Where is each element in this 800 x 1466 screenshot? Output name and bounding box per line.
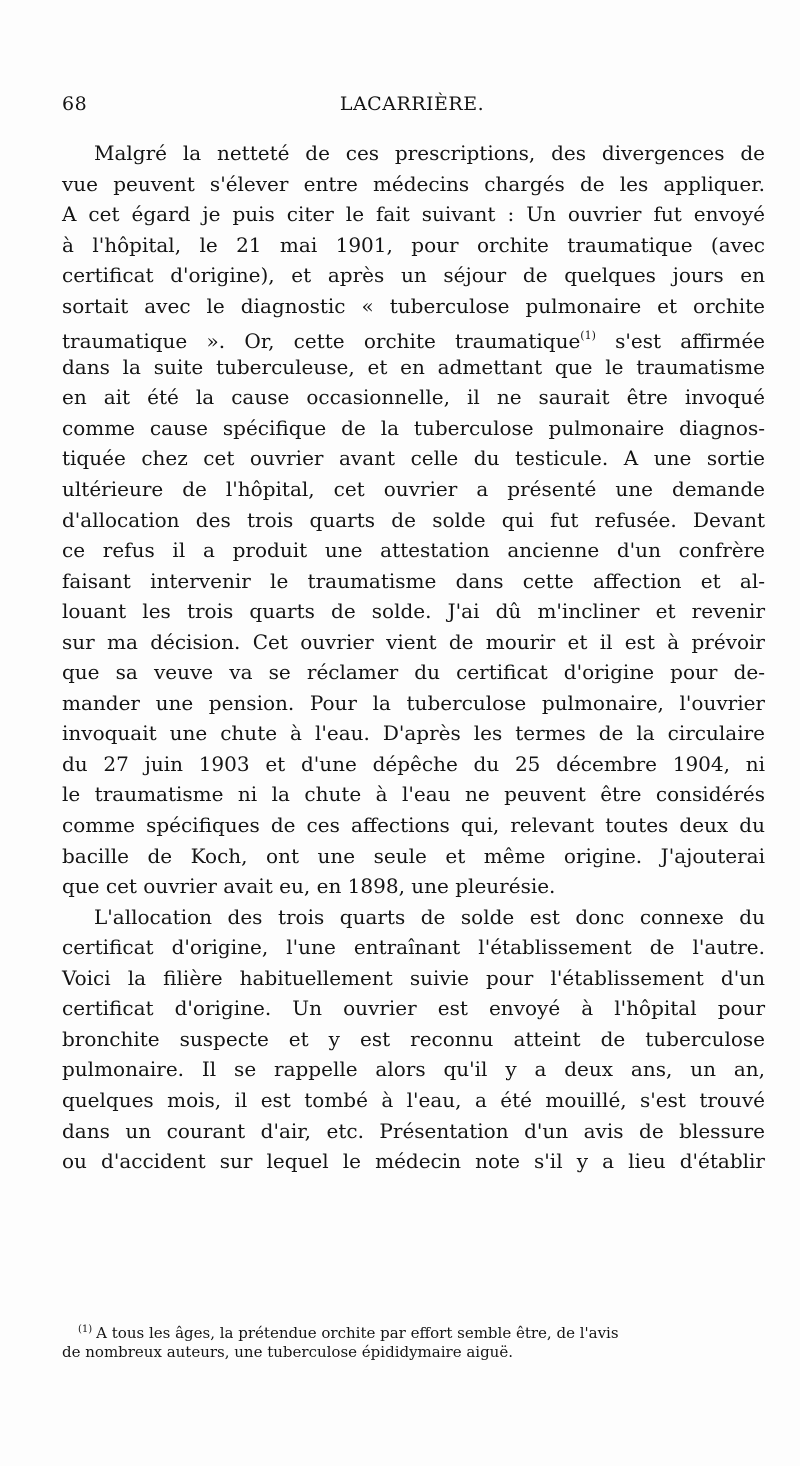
text-line: sur ma décision. Cet ouvrier vient de mourir et il est à prévoir [62, 629, 765, 654]
text-line: du 27 juin 1903 et d'une dépêche du 25 décembre 1904, ni [62, 751, 765, 776]
text-line: tiquée chez cet ouvrier avant celle du testicule. A une sortie [62, 446, 765, 471]
text-line: d'allocation des trois quarts de solde qui fut refusée. Devant [62, 507, 765, 532]
text-line: certificat d'origine, l'une entraînant l'établissement de l'autre. [62, 935, 765, 960]
text-line: Voici la filière habituellement suivie pour l'établissement d'un [62, 965, 765, 990]
text-line: comme cause spécifique de la tuberculose pulmonaire diagnos- [62, 415, 765, 440]
footnote [62, 1318, 765, 1364]
text-line: L'allocation des trois quarts de solde est donc connexe du [94, 904, 765, 929]
text-line: vue peuvent s'élever entre médecins chargés de les appliquer. [62, 171, 765, 196]
text-line: A cet égard je puis citer le fait suivant : Un ouvrier fut envoyé [62, 202, 765, 227]
text-segment: s'est affirmée [615, 329, 766, 354]
text-line: quelques mois, il est tombé à l'eau, a été mouillé, s'est trouvé [62, 1087, 765, 1112]
text-line: comme spécifiques de ces affections qui, relevant toutes deux du [62, 813, 765, 838]
page-number: 68 [62, 93, 88, 115]
body-text [62, 138, 765, 1177]
page-header [62, 93, 762, 123]
text-line: dans un courant d'air, etc. Présentation d'un avis de blessure [62, 1118, 765, 1143]
text-line: dans la suite tuberculeuse, et en admettant que le traumatisme [62, 354, 765, 379]
text-line: ce refus il a produit une attestation ancienne d'un confrère [62, 538, 765, 563]
text-line: Malgré la netteté de ces prescriptions, des divergences de [94, 141, 765, 165]
text-line: en ait été la cause occasionnelle, il ne saurait être invoqué [62, 385, 765, 410]
text-line: le traumatisme ni la chute à l'eau ne peuvent être considérés [62, 782, 765, 807]
footnote-reference[interactable]: (1) [580, 329, 596, 343]
text-line: faisant intervenir le traumatisme dans cette affection et al- [62, 568, 765, 593]
text-line: bacille de Koch, ont une seule et même origine. J'ajouterai [62, 843, 765, 868]
footnote-marker: (1) [78, 1324, 93, 1335]
text-line: ou d'accident sur lequel le médecin note s'il y a lieu d'établir [62, 1149, 765, 1174]
running-title: LACARRIÈRE. [339, 93, 485, 115]
text-line: sortait avec le diagnostic « tuberculose pulmonaire et orchite [62, 293, 765, 318]
text-line: à l'hôpital, le 21 mai 1901, pour orchite traumatique (avec [62, 232, 765, 257]
text-segment: traumatique ». Or, cette orchite traumatique [62, 329, 581, 354]
text-line: certificat d'origine. Un ouvrier est envoyé à l'hôpital pour [62, 996, 765, 1021]
text-line: ultérieure de l'hôpital, cet ouvrier a présenté une demande [62, 477, 765, 502]
footnote-line: de nombreux auteurs, une tuberculose épididymaire aiguë. [62, 1343, 513, 1361]
text-line: bronchite suspecte et y est reconnu atteint de tuberculose [62, 1026, 765, 1051]
text-line: que cet ouvrier avait eu, en 1898, une pleurésie. [62, 874, 556, 899]
text-line: louant les trois quarts de solde. J'ai dû m'incliner et revenir [62, 599, 765, 624]
footnote-line [62, 1318, 765, 1341]
text-line: pulmonaire. Il se rappelle alors qu'il y a deux ans, un an, [62, 1057, 765, 1082]
text-line: mander une pension. Pour la tuberculose pulmonaire, l'ouvrier [62, 690, 765, 715]
paragraph-2 [62, 902, 765, 1177]
text-line-with-footnote-ref [62, 321, 765, 352]
text-line: que sa veuve va se réclamer du certificat d'origine pour de- [62, 660, 765, 685]
text-line: invoquait une chute à l'eau. D'après les termes de la circulaire [62, 721, 765, 746]
footnote-text: A tous les âges, la prétendue orchite par effort semble être, de l'avis [96, 1324, 619, 1342]
text-line: certificat d'origine), et après un séjour de quelques jours en [62, 263, 765, 288]
paragraph-1 [62, 138, 765, 902]
